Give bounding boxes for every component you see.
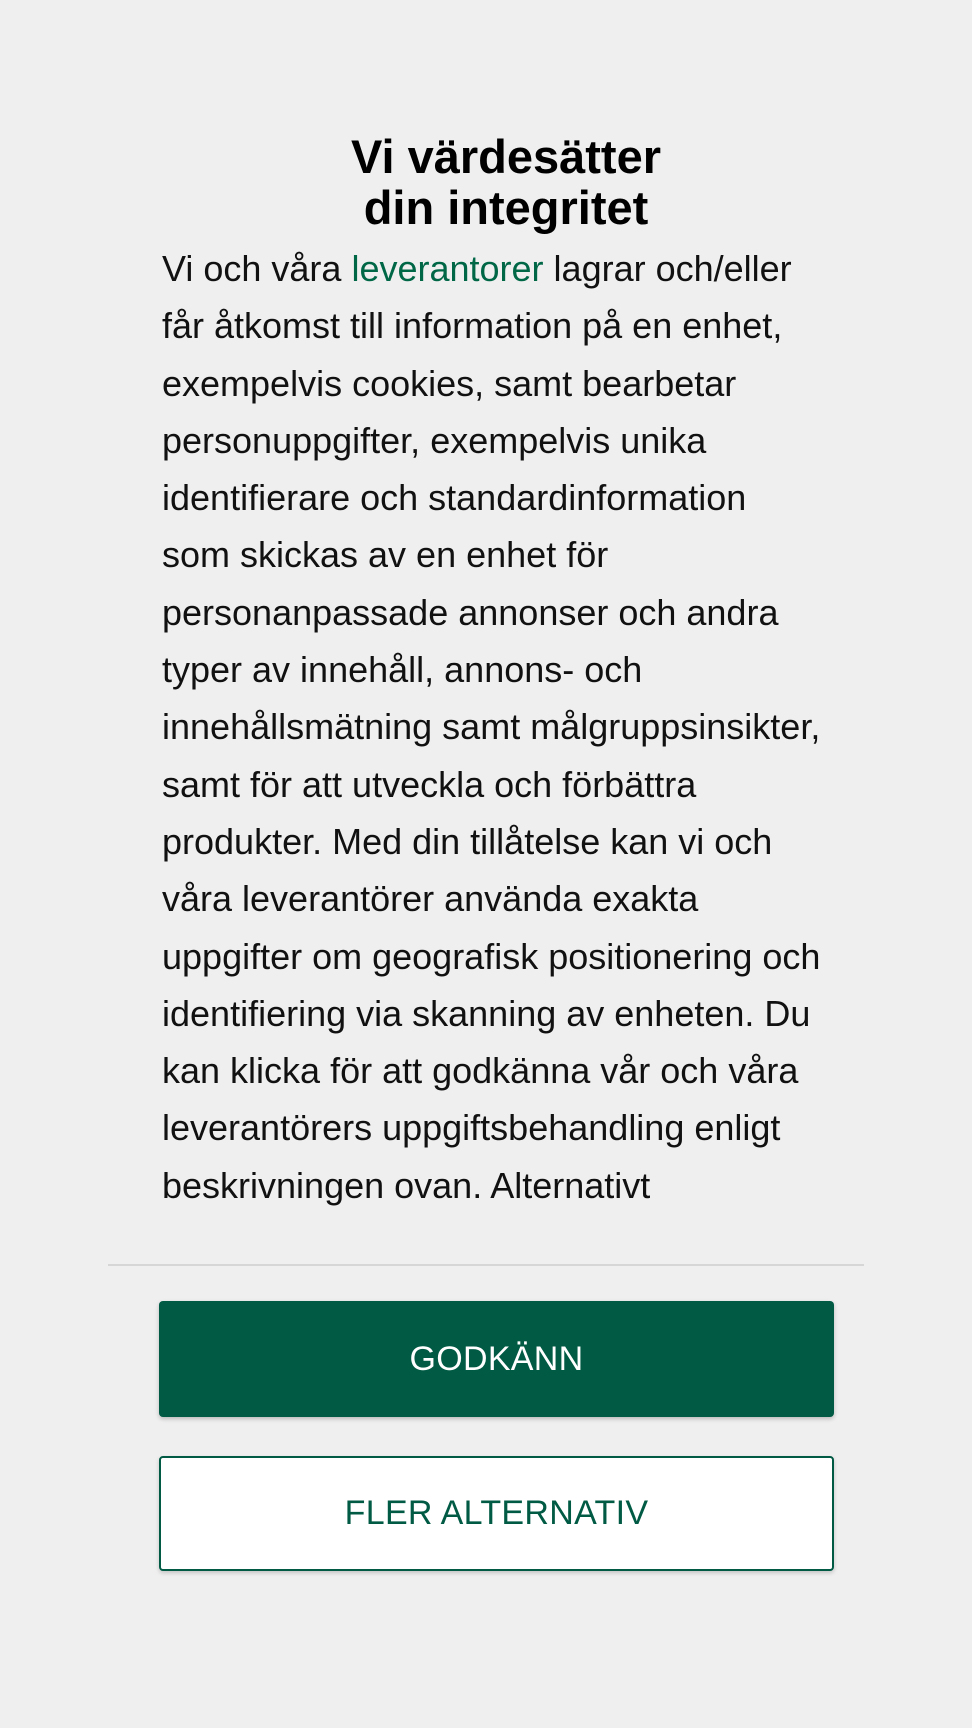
dialog-title-line1: Vi värdesätter [350, 130, 662, 183]
consent-text [162, 240, 822, 1214]
dialog-title-line2: din integritet [363, 181, 649, 234]
accept-button[interactable]: GODKÄNN [159, 1301, 834, 1417]
more-options-button[interactable]: FLER ALTERNATIV [159, 1456, 834, 1571]
consent-text-intro: Vi och våra [162, 248, 352, 289]
footer-divider [108, 1264, 864, 1266]
consent-text-main: lagrar och/eller får åtkomst till information på en enhet, exempelvis cookies, samt bearbetar personuppgifter, exempelvis unika identifierare och standardinformation som skickas av en enhet för personanpassade annonser och andra typer av innehåll, annons- och innehållsmätning samt målgruppsinsikter, samt för att utveckla och förbättra produkter. Med din tillåtelse kan vi och våra leverantörer använda exakta uppgifter om geografisk positionering och identifiering via skanning av enheten. Du kan klicka för att godkänna vår och våra leverantörers uppgiftsbehandling enligt beskrivningen ovan. Alternativt [162, 248, 821, 1206]
vendors-link[interactable]: leverantorer [351, 248, 544, 289]
consent-text-scroll-area[interactable] [162, 240, 822, 1226]
dialog-title [0, 131, 972, 233]
